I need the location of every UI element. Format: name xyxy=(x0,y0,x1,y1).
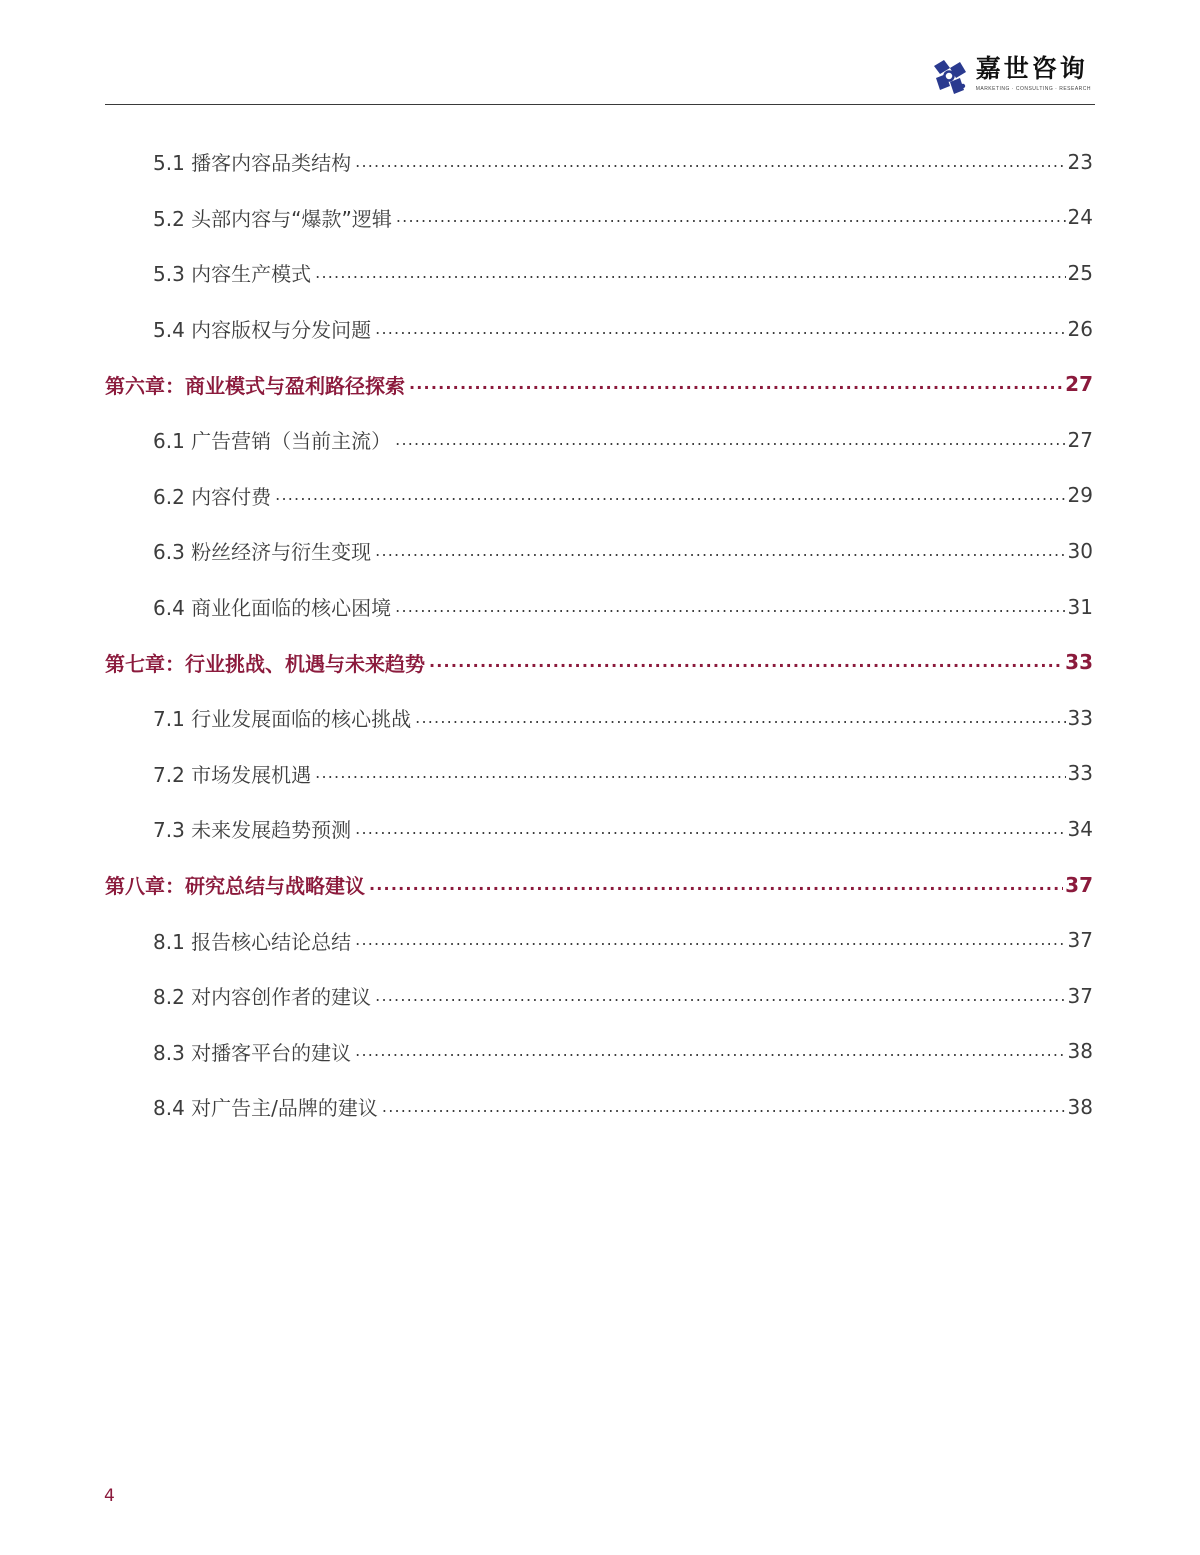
toc-entry-page: 31 xyxy=(1067,594,1093,619)
toc-section-entry[interactable] xyxy=(105,912,1093,968)
toc-entry-label: 8.1 报告核心结论总结 xyxy=(153,929,352,954)
toc-section-entry[interactable] xyxy=(105,245,1093,301)
toc-entry-page: 23 xyxy=(1067,149,1093,174)
toc-entry-label: 5.3 内容生产模式 xyxy=(153,262,312,287)
toc-dot-leader xyxy=(355,1040,1065,1062)
toc-entry-label: 7.2 市场发展机遇 xyxy=(153,762,312,787)
toc-section-entry[interactable] xyxy=(105,968,1093,1024)
toc-entry-page: 33 xyxy=(1067,761,1093,786)
toc-entry-page: 27 xyxy=(1065,372,1093,397)
toc-entry-label: 第六章：商业模式与盈利路径探索 xyxy=(105,373,405,398)
toc-entry-page: 29 xyxy=(1067,483,1093,508)
toc-entry-label: 8.3 对播客平台的建议 xyxy=(153,1040,352,1065)
toc-section-entry[interactable] xyxy=(105,1024,1093,1080)
toc-entry-page: 38 xyxy=(1067,1039,1093,1064)
toc-section-entry[interactable] xyxy=(105,301,1093,357)
table-of-contents xyxy=(105,134,1093,1135)
toc-entry-label: 6.1 广告营销（当前主流） xyxy=(153,429,392,454)
toc-dot-leader xyxy=(315,762,1065,784)
toc-dot-leader xyxy=(355,929,1065,951)
toc-dot-leader xyxy=(315,262,1065,284)
toc-entry-label: 6.3 粉丝经济与衍生变现 xyxy=(153,540,372,565)
toc-entry-page: 33 xyxy=(1065,650,1093,675)
toc-dot-leader xyxy=(369,874,1063,896)
toc-entry-page: 27 xyxy=(1067,427,1093,452)
toc-entry-page: 24 xyxy=(1067,205,1093,230)
toc-chapter-entry[interactable] xyxy=(105,634,1093,690)
toc-entry-label: 6.2 内容付费 xyxy=(153,484,272,509)
toc-section-entry[interactable] xyxy=(105,412,1093,468)
toc-section-entry[interactable] xyxy=(105,134,1093,190)
toc-entry-label: 6.4 商业化面临的核心困境 xyxy=(153,596,392,621)
page-number: 4 xyxy=(104,1486,115,1506)
toc-chapter-entry[interactable] xyxy=(105,857,1093,913)
toc-dot-leader xyxy=(355,818,1065,840)
toc-entry-page: 33 xyxy=(1067,705,1093,730)
toc-dot-leader xyxy=(382,1096,1066,1118)
toc-section-entry[interactable] xyxy=(105,190,1093,246)
toc-section-entry[interactable] xyxy=(105,468,1093,524)
header-divider xyxy=(105,104,1095,105)
toc-entry-label: 7.1 行业发展面临的核心挑战 xyxy=(153,707,412,732)
toc-dot-leader xyxy=(396,206,1066,228)
toc-entry-page: 37 xyxy=(1067,928,1093,953)
toc-section-entry[interactable] xyxy=(105,523,1093,579)
toc-entry-label: 第七章：行业挑战、机遇与未来趋势 xyxy=(105,651,425,676)
toc-section-entry[interactable] xyxy=(105,690,1093,746)
toc-dot-leader xyxy=(395,596,1065,618)
toc-dot-leader xyxy=(375,985,1065,1007)
toc-entry-label: 8.4 对广告主/品牌的建议 xyxy=(153,1096,378,1121)
toc-entry-page: 30 xyxy=(1067,538,1093,563)
toc-entry-label: 5.1 播客内容品类结构 xyxy=(153,151,352,176)
toc-dot-leader xyxy=(275,484,1065,506)
toc-entry-label: 8.2 对内容创作者的建议 xyxy=(153,985,372,1010)
toc-entry-page: 25 xyxy=(1067,260,1093,285)
brand-name: 嘉世咨询 xyxy=(975,54,1088,83)
brand-logo xyxy=(930,54,1091,98)
toc-entry-page: 37 xyxy=(1067,983,1093,1008)
toc-section-entry[interactable] xyxy=(105,579,1093,635)
brand-logo-mark-icon xyxy=(930,56,968,96)
toc-entry-label: 5.2 头部内容与“爆款”逻辑 xyxy=(153,206,392,231)
page-header xyxy=(105,48,1095,106)
brand-tagline: MARKETING · CONSULTING · RESEARCH xyxy=(975,86,1091,92)
toc-section-entry[interactable] xyxy=(105,801,1093,857)
toc-entry-label: 5.4 内容版权与分发问题 xyxy=(153,318,372,343)
toc-dot-leader xyxy=(355,151,1065,173)
toc-dot-leader xyxy=(375,318,1065,340)
toc-entry-label: 7.3 未来发展趋势预测 xyxy=(153,818,352,843)
toc-dot-leader xyxy=(409,373,1063,395)
toc-entry-page: 38 xyxy=(1067,1094,1093,1119)
toc-entry-page: 37 xyxy=(1065,872,1093,897)
toc-dot-leader xyxy=(415,707,1065,729)
toc-section-entry[interactable] xyxy=(105,1079,1093,1135)
toc-dot-leader xyxy=(429,651,1063,673)
toc-entry-label: 第八章：研究总结与战略建议 xyxy=(105,874,365,899)
toc-entry-page: 26 xyxy=(1067,316,1093,341)
toc-dot-leader xyxy=(395,429,1065,451)
toc-dot-leader xyxy=(375,540,1065,562)
toc-entry-page: 34 xyxy=(1067,816,1093,841)
toc-chapter-entry[interactable] xyxy=(105,356,1093,412)
toc-section-entry[interactable] xyxy=(105,746,1093,802)
